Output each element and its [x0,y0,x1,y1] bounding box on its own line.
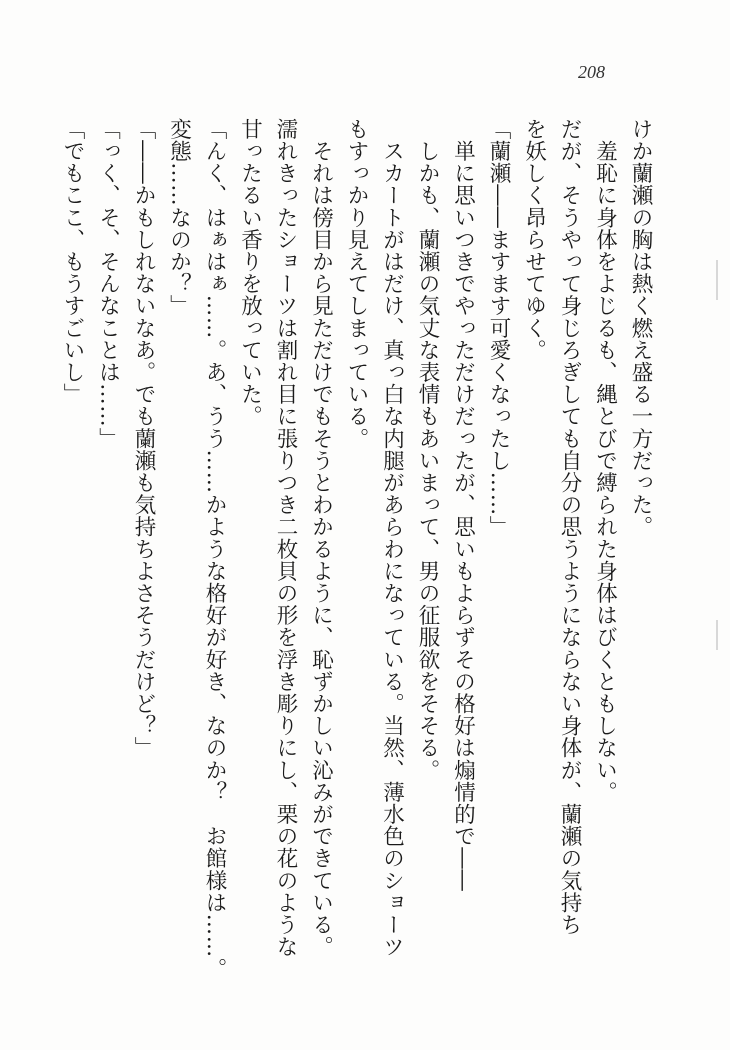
text-column-10: それは傍目から見ただけでもそうとわかるように、恥ずかしい沁みができている。 [308,118,334,958]
text-column-17: 「でもここ、もうすごいし」 [60,118,85,406]
vertical-text-body [55,118,659,998]
text-column-1: けか蘭瀬の胸は熱く燃え盛る一方だった。 [628,118,653,538]
text-column-8: スカートがはだけ、真っ白な内腿があらわになっている。当然、薄水色のショーツ [379,118,405,958]
text-column-15: 「――かもしれないなあ。でも蘭瀬も気持ちよさそうだけど？」 [131,118,156,759]
text-column-12: 甘ったるい香りを放っていた。 [237,118,263,428]
page-edge-shadow [716,620,718,650]
text-column-7: しかも、蘭瀬の気丈な表情もあいまって、男の征服欲をそそる。 [415,118,440,781]
text-column-11: 濡れきったショーツは割れ目に張りつき二枚貝の形を浮き彫りにし、栗の花のような [273,118,298,958]
text-column-16: 「っく、そ、そんなことは……」 [95,118,121,450]
text-column-3: だが、そうやって身じろぎしても自分の思うようにならない身体が、蘭瀬の気持ち [557,118,582,936]
page-number: 208 [578,62,605,82]
text-column-2: 羞恥に身体をよじるも、縄とびで縛られた身体はびくともしない。 [592,118,618,804]
text-column-14: 変態……なのか？」 [166,118,192,317]
text-column-4: を妖しく昂らせてゆく。 [521,118,547,362]
text-column-5: 「蘭瀬――ますます可愛くなったし……」 [486,118,511,538]
text-column-9: もすっかり見えてしまっている。 [344,118,369,450]
text-column-6: 単に思いつきでやっただけだったが、思いもよらずその格好は煽情的で―― [450,118,476,892]
text-column-13: 「んく、はぁはぁ……。あ、うう……かような格好が好き、なのか？ お館様は……。 [202,118,227,980]
page-edge-shadow [716,260,718,300]
